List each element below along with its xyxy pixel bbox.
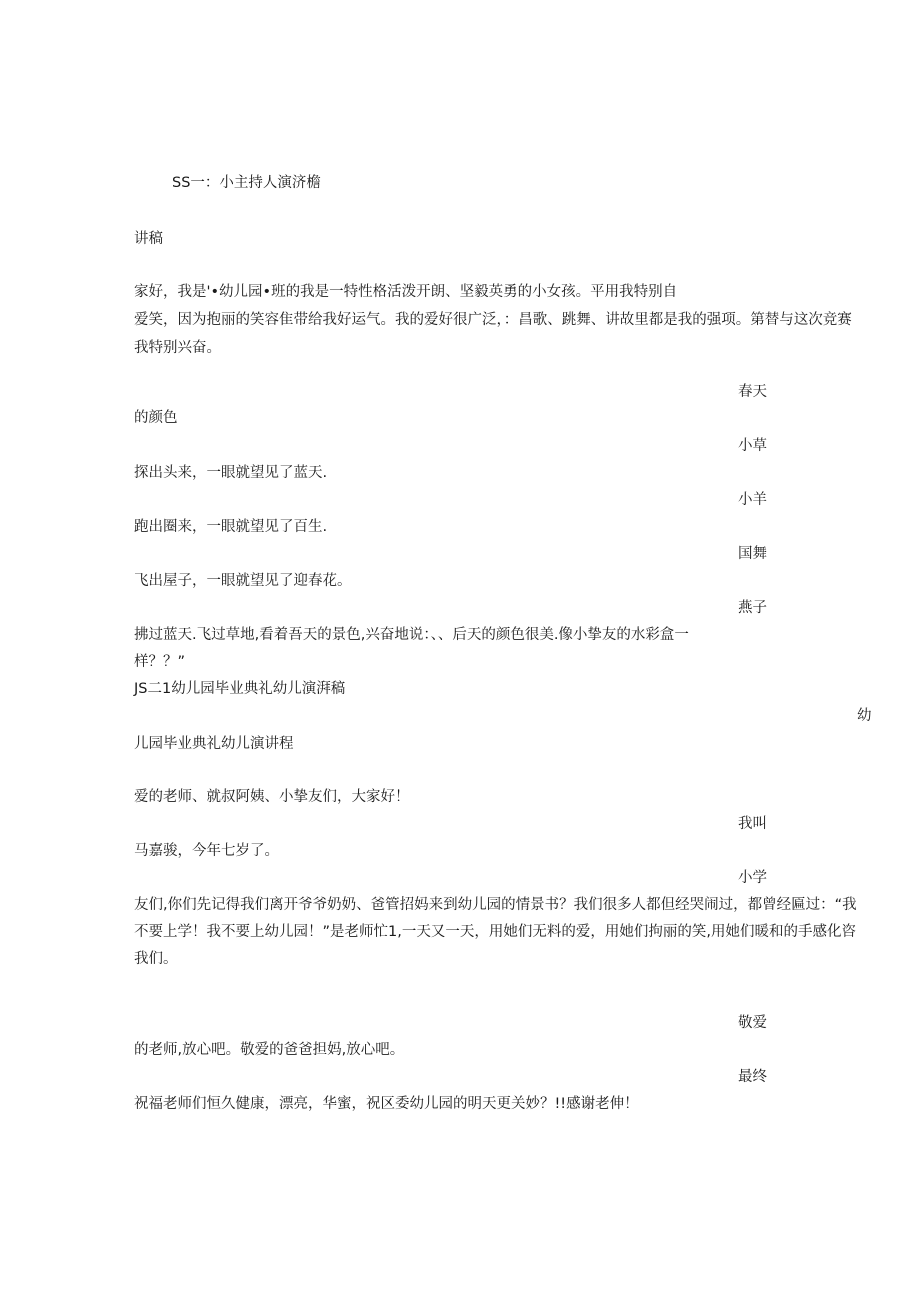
speech-name-line: 马嘉骏，今年七岁了。 — [134, 843, 279, 859]
document-subtitle: 讲稿 — [134, 231, 163, 247]
speech-closing-line: 祝福老师们恒久健康，漂亮，华蜜，祝区委幼儿园的明天更关妙？!!感谢老伸！ — [134, 1096, 639, 1112]
section-2-subheading: 儿园毕业典礼幼儿演讲程 — [134, 736, 294, 752]
speech-right-label-2: 小学 — [738, 870, 767, 886]
poem-right-label-3: 小羊 — [738, 492, 767, 508]
section-2-right-label: 幼 — [857, 708, 872, 724]
speech-paragraph-line-3: 我们。 — [134, 951, 178, 967]
speech-paragraph-line-1: 友们,你们先记得我们离开爷爷奶奶、爸管招妈来到幼儿园的情景书？我们很多人都但经哭闹过，都曾经匾过：“我 — [134, 897, 857, 913]
poem-right-label-5: 燕子 — [738, 600, 767, 616]
speech-right-label-4: 最终 — [738, 1069, 767, 1085]
poem-line-5: 拂过蓝天.飞过草地,看着吾天的景色,兴奋地说：、、后天的颜色很美.像小挚友的水彩盒一 — [134, 627, 689, 643]
intro-line-1: 家好，我是'•幼儿园•班的我是一特性格活泼开朗、坚毅英勇的小女孩。平用我特别自 — [134, 284, 678, 300]
section-2-heading: JS二1幼儿园毕业典礼幼儿演湃稿 — [134, 681, 346, 697]
poem-right-label-4: 国舞 — [738, 546, 767, 562]
poem-line-6: 样？？” — [134, 654, 186, 670]
intro-line-3: 我特别兴奋。 — [134, 340, 221, 356]
speech-teachers-line: 的老师,放心吧。敬爱的爸爸担妈,放心吧。 — [134, 1042, 405, 1058]
intro-line-2: 爱笑，因为抱丽的笑容隹带给我好运气。我的爱好很广泛，：昌歌、跳舞、讲故里都是我的强项。第替与这次竞赛 — [134, 312, 852, 328]
speech-right-label-1: 我叫 — [738, 816, 767, 832]
document-title: SS一：小主持人演济檐 — [172, 175, 321, 191]
poem-right-label-2: 小草 — [738, 438, 767, 454]
speech-right-label-3: 敬爱 — [738, 1015, 767, 1031]
speech-paragraph-line-2: 不要上学！我不要上幼儿园！”是老师忙1,一天又一天，用她们无料的爱，用她们拘丽的笑,用她们暖和的手感化咨 — [134, 924, 856, 940]
poem-right-label-1: 春天 — [738, 384, 767, 400]
poem-line-1: 的颜色 — [134, 410, 178, 426]
speech-greeting: 爱的老师、就叔阿姨、小挚友们，大家好！ — [134, 789, 410, 805]
poem-line-4: 飞出屋子，一眼就望见了迎春花。 — [134, 573, 352, 589]
poem-line-2: 探出头来，一眼就望见了蓝天. — [134, 465, 328, 481]
poem-line-3: 跑出圈来，一眼就望见了百生. — [134, 519, 328, 535]
